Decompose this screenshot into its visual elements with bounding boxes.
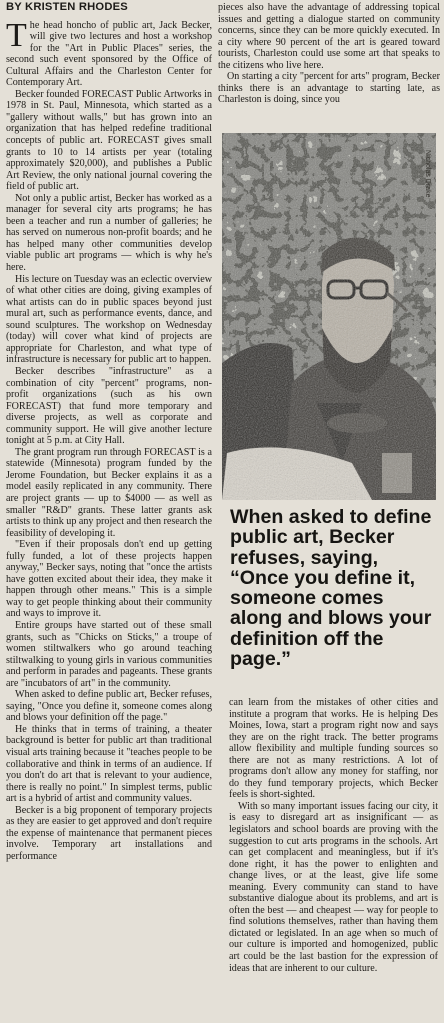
paragraph: Becker describes "infrastructure" as a combination of city "percent" programs, non-profit organizations (such as his own FORECAST) that fund more temporary and diverse projects, as well as corporate and community support. He will give another lecture tonight at 5 p.m. at City Hall. bbox=[6, 365, 212, 447]
right-column-bottom bbox=[229, 697, 438, 974]
paragraph: Becker founded FORECAST Public Artworks in 1978 in St. Paul, Minnesota, which started as a "gallery without walls," but has grown into an organization that has helped redefine traditional concepts of public art. FORECAST gives small grants to 10 to 14 artists per year (totaling approximately $20,000), and publishes a Public Art Review, the only national journal covering the field of public art. bbox=[6, 88, 212, 193]
paragraph: "Even if their proposals don't end up getting fully funded, a lot of these projects happen anyway," Becker says, noting that "once the artists have gotten excited about their idea, they make it happen through other means." This is a simple way to get people thinking about their community and ways to improve it. bbox=[6, 539, 212, 620]
portrait-photo bbox=[222, 133, 436, 500]
right-column-top bbox=[218, 2, 440, 106]
photo-credit: Nicholas Drake bbox=[424, 150, 431, 198]
drop-cap: T bbox=[6, 16, 27, 54]
paragraph: On starting a city "percent for arts" program, Becker thinks there is an advantage to starting late, as Charleston is doing, since you bbox=[218, 71, 440, 106]
paragraph: Not only a public artist, Becker has worked as a manager for several city arts programs; he has been a teacher and run a number of galleries; he has served on numerous non-profit boards; and he has helped many other communities develop viable public art programs — which is why he's here. bbox=[6, 192, 212, 274]
paragraph: The grant program run through FORECAST is a statewide (Minnesota) program funded by the Jerome Foundation, but Becker explains it as a model easily replicated in any community. There are project grants — up to $4000 — as well as smaller "R&D" grants. These latter grants ask artists to think up any project and then research the feasibility of developing it. bbox=[6, 446, 213, 539]
pull-quote: When asked to define public art, Becker refuses, saying, “Once you define it, someone comes along and blows your definition off the page.” bbox=[230, 506, 432, 671]
paragraph: Entire groups have started out of these small grants, such as "Chicks on Sticks," a troupe of women stiltwalkers who go around teaching stiltwalking to young girls in various communities and perform in parades and pageants. These grants are "incubators of art" in the community. bbox=[6, 619, 212, 689]
paragraph: His lecture on Tuesday was an eclectic overview of what other cities are doing, giving examples of what artists can do in public spaces beyond just mural art, such as performance events, dance, and sound sculptures. The workshop on Wednesday (today) will cover what kind of projects are appropriate for Charleston, and what type of infrastructure is necessary for public art to happen. bbox=[6, 273, 212, 366]
lead-paragraph-text: he head honcho of public art, Jack Becker, will give two lectures and host a workshop for the "Art in Public Places" series, the second such event sponsored by the Office of Cultural Affairs and the Charleston Center for Contemporary Art. bbox=[6, 19, 212, 89]
byline: BY KRISTEN RHODES bbox=[6, 1, 128, 13]
lead-paragraph bbox=[6, 16, 212, 89]
left-column bbox=[6, 2, 212, 862]
paragraph: Becker is a big proponent of temporary projects as they are easier to get approved and don't require the expense of maintenance that permanent pieces involve. Temporary art installations and performance bbox=[6, 804, 212, 862]
paragraph: He thinks that in terms of training, a theater background is better for public art than traditional visual arts training because it "teaches people to be collaborative and think in terms of an audience. If you don't do art that is relevant to your audience, there is really no point." In simplest terms, public art is a hybrid of artist and community values. bbox=[6, 723, 212, 805]
paragraph: pieces also have the advantage of addressing topical issues and getting a dialogue started on community concerns, since they can be more quickly executed. In a city where 90 percent of the art is geared toward tourists, Charleston could use some art that speaks to the citizens who live here. bbox=[218, 2, 440, 71]
paragraph: When asked to define public art, Becker refuses, saying, "Once you define it, someone comes along and blows your definition off the page." bbox=[6, 689, 212, 724]
paragraph: With so many important issues facing our city, it is easy to disregard art as insignificant — as legislators and school boards are proving with the suggestion to cut arts programs in the schools. Art can get complacent and meaningless, but if it's done right, it has the power to enlighten and change lives, or at the least, give life some meaning. Every community can stand to have substantive dialogue about its problems, and art is often the best — and cheapest — way for people to find solutions themselves, rather than having them dictated or legislated. In an age when so much of our culture is imported and homogenized, public art could be the last bastion for the expression of ideas that are inherent to our culture. bbox=[229, 800, 438, 974]
paragraph: can learn from the mistakes of other cities and institute a program that works. He is helping Des Moines, Iowa, start a program right now and says they are on the right track. The better programs allow flexibility and multiple funding sources so there are not as many restrictions. A lot of programs don't allow any money for staffing, nor do they fund temporary projects, which Becker feels is short-sighted. bbox=[229, 697, 438, 801]
